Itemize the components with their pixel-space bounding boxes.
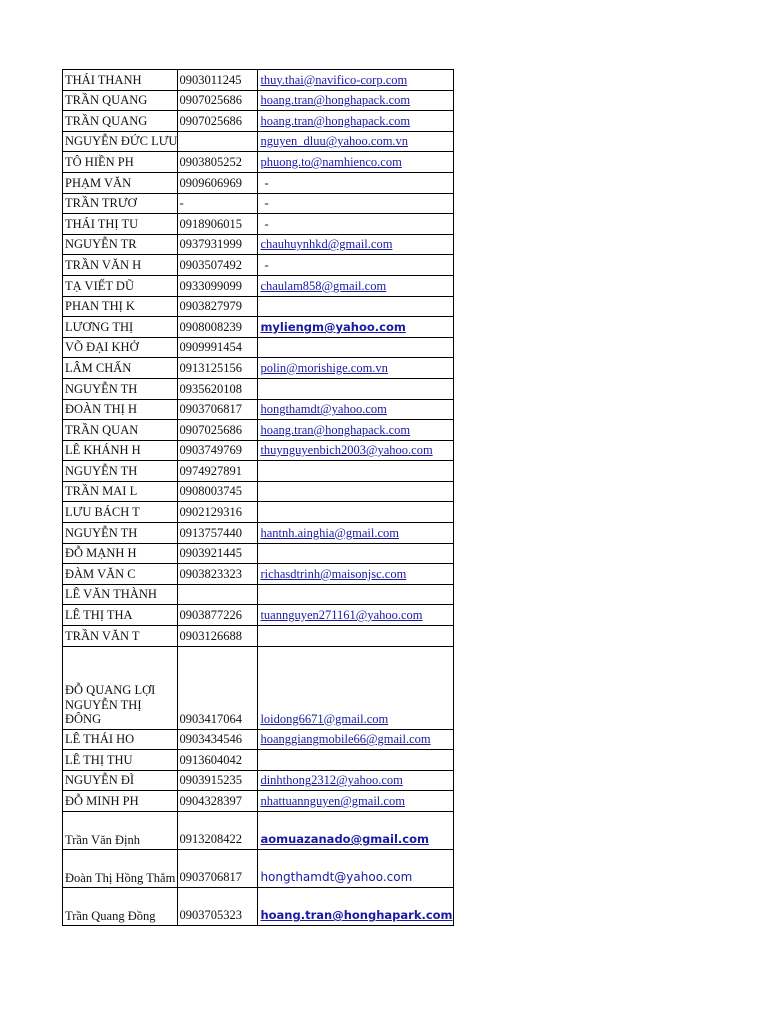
contact-email-link[interactable]: hongthamdt@yahoo.com	[260, 402, 387, 417]
contact-name: PHẠM VĂN	[65, 175, 132, 190]
contact-name: LÊ THỊ THU	[65, 752, 133, 767]
table-row	[63, 770, 454, 791]
contact-phone-cell	[178, 152, 258, 173]
contact-phone-cell	[178, 850, 258, 888]
contact-name: Trần Quang Đồng	[65, 908, 156, 923]
contact-name-cell	[63, 296, 178, 317]
contact-phone: 0903126688	[179, 628, 242, 643]
table-row	[63, 440, 454, 461]
table-row	[63, 888, 454, 926]
contact-name: LÂM CHẤN	[65, 360, 132, 375]
contact-name-cell	[63, 111, 178, 132]
contact-email-link[interactable]: thuy.thai@navifico-corp.com	[260, 72, 408, 87]
contact-name-cell	[63, 605, 178, 626]
contact-name-cell	[63, 584, 178, 605]
contact-name-cell	[63, 317, 178, 338]
contact-name: Trần Văn Định	[65, 832, 141, 847]
contact-name: TÔ HIỀN PH	[65, 154, 134, 169]
contact-name: NGUYỄN TH	[65, 381, 138, 396]
contact-email-link[interactable]: polin@morishige.com.vn	[260, 360, 388, 375]
table-row	[63, 812, 454, 850]
contact-name-cell	[63, 214, 178, 235]
contact-phone-cell	[178, 255, 258, 276]
contact-phone: 0902129316	[179, 505, 242, 520]
table-row	[63, 750, 454, 771]
contact-email-link[interactable]: phuong.to@namhienco.com	[260, 154, 402, 169]
contact-name-cell	[63, 337, 178, 358]
contact-email-link[interactable]: thuynguyenbich2003@yahoo.com	[260, 443, 433, 458]
contact-name: LÊ VĂN THÀNH	[65, 587, 157, 602]
contact-name-cell	[63, 461, 178, 482]
contact-name: TRẦN QUANG	[65, 113, 148, 128]
contact-table-body	[63, 70, 454, 926]
contact-email-cell	[258, 888, 453, 926]
contact-name: NGUYỄN ĐÌ	[65, 773, 135, 788]
contact-phone: 0935620108	[179, 381, 242, 396]
contact-name-cell	[63, 770, 178, 791]
contact-name-cell	[63, 193, 178, 214]
contact-phone-cell	[178, 750, 258, 771]
contact-name-cell	[63, 399, 178, 420]
contact-name-cell	[63, 420, 178, 441]
contact-email-link[interactable]: hoang.tran@honghapack.com	[260, 93, 411, 108]
contact-name: PHAN THỊ K	[65, 299, 135, 314]
contact-email-link[interactable]: hongthamdt@yahoo.com	[260, 870, 413, 884]
contact-name: TRẦN QUAN	[65, 422, 139, 437]
contact-phone-cell	[178, 131, 258, 152]
contact-phone-cell	[178, 111, 258, 132]
contact-phone: 0903877226	[179, 608, 242, 623]
table-row	[63, 317, 454, 338]
contact-phone-cell	[178, 605, 258, 626]
contact-email-cell	[258, 296, 453, 317]
contact-name-cell	[63, 172, 178, 193]
contact-phone: 0903011245	[179, 72, 242, 87]
contact-phone-cell	[178, 584, 258, 605]
contact-phone: 0903915235	[179, 773, 242, 788]
table-row	[63, 193, 454, 214]
contact-name-cell	[63, 791, 178, 812]
contact-name-cell	[63, 152, 178, 173]
contact-phone-cell	[178, 420, 258, 441]
contact-name: LÊ THÁI HO	[65, 732, 135, 747]
table-row	[63, 90, 454, 111]
contact-name: ĐÀM VĂN C	[65, 566, 136, 581]
contact-email-cell	[258, 646, 453, 729]
table-row	[63, 172, 454, 193]
contact-email-cell	[258, 193, 453, 214]
contact-email-cell	[258, 131, 453, 152]
table-row	[63, 275, 454, 296]
contact-name-cell	[63, 502, 178, 523]
contact-phone: 0933099099	[179, 278, 242, 293]
empty-email-dash: -	[264, 257, 269, 272]
contact-phone: 0903706817	[179, 870, 242, 884]
contact-name: NGUYỄN TH	[65, 463, 138, 478]
contact-phone: 0913604042	[179, 752, 242, 767]
contact-phone-cell	[178, 543, 258, 564]
contact-phone: 0908008239	[179, 319, 242, 334]
contact-email-cell	[258, 337, 453, 358]
contact-name: TRẦN MAI L	[65, 484, 138, 499]
contact-name: Đoàn Thị Hồng Thắm	[65, 870, 176, 885]
contact-name-cell	[63, 812, 178, 850]
contact-phone: 0974927891	[179, 463, 242, 478]
table-row	[63, 791, 454, 812]
contact-phone: 0913757440	[179, 525, 242, 540]
contact-phone: 0903417064	[179, 711, 242, 726]
table-row	[63, 543, 454, 564]
table-row	[63, 502, 454, 523]
contact-email-cell	[258, 378, 453, 399]
contact-email-cell	[258, 399, 453, 420]
contact-email-cell	[258, 502, 453, 523]
contact-phone-cell	[178, 70, 258, 91]
contact-phone-cell	[178, 481, 258, 502]
contact-phone-cell	[178, 378, 258, 399]
contact-email-link[interactable]: hoang.tran@honghapark.com	[260, 908, 453, 922]
table-row	[63, 461, 454, 482]
contact-email-link[interactable]: hantnh.ainghia@gmail.com	[260, 525, 400, 540]
contact-name-cell	[63, 358, 178, 379]
empty-email-dash: -	[264, 175, 269, 190]
contact-phone-cell	[178, 358, 258, 379]
contact-email-link[interactable]: myliengm@yahoo.com	[260, 319, 406, 334]
contact-phone-cell	[178, 296, 258, 317]
table-row	[63, 626, 454, 647]
contact-phone-cell	[178, 317, 258, 338]
contact-name-cell	[63, 481, 178, 502]
contact-name-cell	[63, 70, 178, 91]
contact-email-cell	[258, 543, 453, 564]
contact-email-cell	[258, 440, 453, 461]
table-row	[63, 729, 454, 750]
contact-phone-cell	[178, 234, 258, 255]
contact-phone-cell	[178, 646, 258, 729]
contact-name: TRẦN QUANG	[65, 93, 148, 108]
contact-email-link[interactable]: chaulam858@gmail.com	[260, 278, 387, 293]
contact-phone: 0907025686	[179, 113, 242, 128]
table-row	[63, 605, 454, 626]
contact-name: LÊ THỊ THA	[65, 608, 133, 623]
contact-phone: 0937931999	[179, 237, 242, 252]
contact-phone: 0907025686	[179, 422, 242, 437]
contact-name-cell	[63, 234, 178, 255]
contact-email-cell	[258, 70, 453, 91]
table-row	[63, 296, 454, 317]
table-row	[63, 378, 454, 399]
contact-table	[62, 69, 454, 926]
contact-phone-cell	[178, 399, 258, 420]
table-row	[63, 420, 454, 441]
contact-phone-cell	[178, 214, 258, 235]
empty-email-dash: -	[264, 196, 269, 211]
contact-phone: 0903805252	[179, 154, 242, 169]
contact-email-cell	[258, 481, 453, 502]
table-row	[63, 399, 454, 420]
contact-email-cell	[258, 791, 453, 812]
contact-name-cell	[63, 850, 178, 888]
table-row	[63, 234, 454, 255]
contact-email-link[interactable]: loidong6671@gmail.com	[260, 711, 389, 726]
contact-name-cell	[63, 564, 178, 585]
table-row	[63, 152, 454, 173]
contact-phone: 0913208422	[179, 832, 242, 846]
contact-email-cell	[258, 358, 453, 379]
contact-email-link[interactable]: richasdtrinh@maisonjsc.com	[260, 566, 407, 581]
contact-email-cell	[258, 214, 453, 235]
contact-email-cell	[258, 812, 453, 850]
contact-email-link[interactable]: tuannguyen271161@yahoo.com	[260, 608, 423, 623]
contact-email-cell	[258, 255, 453, 276]
contact-phone: -	[179, 196, 184, 211]
contact-name-cell	[63, 888, 178, 926]
contact-phone-cell	[178, 275, 258, 296]
contact-email-cell	[258, 172, 453, 193]
contact-name-cell	[63, 523, 178, 544]
contact-name: TRẦN VĂN T	[65, 628, 140, 643]
contact-name-cell	[63, 440, 178, 461]
table-row	[63, 850, 454, 888]
contact-name: THÁI THANH	[65, 72, 142, 87]
contact-phone-cell	[178, 90, 258, 111]
contact-name: TRẦN VĂN H	[65, 257, 142, 272]
table-row	[63, 214, 454, 235]
contact-name: NGUYỄN TH	[65, 525, 138, 540]
contact-name-cell	[63, 378, 178, 399]
contact-name-cell	[63, 255, 178, 276]
contact-name: ĐỖ QUANG LỢI NGUYỄN THỊ ĐÔNG	[65, 683, 156, 727]
contact-phone-cell	[178, 193, 258, 214]
table-row	[63, 337, 454, 358]
contact-phone-cell	[178, 461, 258, 482]
contact-email-link[interactable]: aomuazanado@gmail.com	[260, 832, 430, 846]
contact-email-cell	[258, 605, 453, 626]
empty-email-dash: -	[264, 216, 269, 231]
table-row	[63, 646, 454, 729]
contact-email-cell	[258, 523, 453, 544]
contact-email-cell	[258, 317, 453, 338]
table-row	[63, 111, 454, 132]
contact-phone-cell	[178, 337, 258, 358]
contact-phone: 0903749769	[179, 443, 242, 458]
contact-phone: 0918906015	[179, 216, 242, 231]
contact-email-link[interactable]: nhattuannguyen@gmail.com	[260, 794, 405, 808]
contact-name: NGUYỄN ĐỨC LƯU	[65, 134, 178, 149]
contact-email-cell	[258, 90, 453, 111]
contact-name: VÕ ĐẠI KHỞ	[65, 340, 139, 355]
contact-phone-cell	[178, 440, 258, 461]
contact-name: ĐOÀN THỊ H	[65, 402, 137, 417]
contact-phone: 0907025686	[179, 93, 242, 108]
table-row	[63, 564, 454, 585]
table-row	[63, 255, 454, 276]
contact-email-cell	[258, 420, 453, 441]
contact-email-cell	[258, 461, 453, 482]
contact-name: NGUYỄN TR	[65, 237, 137, 252]
contact-phone: 0903434546	[179, 732, 242, 747]
contact-name: LƯU BÁCH T	[65, 505, 140, 520]
contact-name-cell	[63, 543, 178, 564]
contact-email-link[interactable]: dinhthong2312@yahoo.com	[260, 773, 403, 788]
contact-email-link[interactable]: chauhuynhkd@gmail.com	[260, 237, 393, 252]
table-row	[63, 584, 454, 605]
contact-name: LÊ KHÁNH H	[65, 443, 141, 458]
contact-phone: 0913125156	[179, 360, 242, 375]
contact-name-cell	[63, 626, 178, 647]
contact-phone-cell	[178, 564, 258, 585]
contact-phone-cell	[178, 729, 258, 750]
contact-email-cell	[258, 584, 453, 605]
contact-email-cell	[258, 152, 453, 173]
contact-name: ĐỖ MẠNH H	[65, 546, 137, 561]
contact-name: TẠ VIẾT DŨ	[65, 278, 134, 293]
contact-phone: 0904328397	[179, 794, 242, 808]
contact-phone-cell	[178, 770, 258, 791]
contact-email-cell	[258, 111, 453, 132]
table-row	[63, 70, 454, 91]
table-row	[63, 481, 454, 502]
contact-phone: 0903706817	[179, 402, 242, 417]
contact-phone: 0903921445	[179, 546, 242, 561]
contact-name-cell	[63, 275, 178, 296]
table-row	[63, 358, 454, 379]
contact-phone: 0909991454	[179, 340, 242, 355]
contact-email-link[interactable]: hoang.tran@honghapack.com	[260, 422, 411, 437]
table-row	[63, 131, 454, 152]
contact-phone-cell	[178, 502, 258, 523]
contact-phone-cell	[178, 888, 258, 926]
contact-name: TRẦN TRƯƠ	[65, 196, 137, 211]
contact-phone: 0903705323	[179, 908, 242, 922]
contact-email-link[interactable]: hoanggiangmobile66@gmail.com	[260, 732, 431, 747]
contact-name-cell	[63, 646, 178, 729]
contact-email-cell	[258, 626, 453, 647]
contact-email-cell	[258, 770, 453, 791]
contact-email-cell	[258, 729, 453, 750]
contact-email-cell	[258, 850, 453, 888]
contact-name-cell	[63, 131, 178, 152]
table-row	[63, 523, 454, 544]
contact-name-cell	[63, 750, 178, 771]
contact-phone: 0909606969	[179, 175, 242, 190]
contact-phone: 0903823323	[179, 566, 242, 581]
contact-phone-cell	[178, 523, 258, 544]
contact-phone-cell	[178, 812, 258, 850]
contact-phone: 0908003745	[179, 484, 242, 499]
contact-email-link[interactable]: nguyen_dluu@yahoo.com.vn	[260, 134, 409, 149]
contact-phone: 0903827979	[179, 299, 242, 314]
contact-name: ĐỖ MINH PH	[65, 794, 139, 808]
contact-phone-cell	[178, 791, 258, 812]
contact-phone: 0903507492	[179, 257, 242, 272]
contact-name-cell	[63, 90, 178, 111]
contact-email-cell	[258, 750, 453, 771]
contact-email-cell	[258, 564, 453, 585]
contact-email-cell	[258, 234, 453, 255]
contact-name: THÁI THỊ TU	[65, 216, 139, 231]
contact-name: LƯƠNG THỊ	[65, 319, 134, 334]
contact-email-cell	[258, 275, 453, 296]
contact-phone-cell	[178, 172, 258, 193]
contact-phone-cell	[178, 626, 258, 647]
contact-name-cell	[63, 729, 178, 750]
contact-email-link[interactable]: hoang.tran@honghapack.com	[260, 113, 411, 128]
